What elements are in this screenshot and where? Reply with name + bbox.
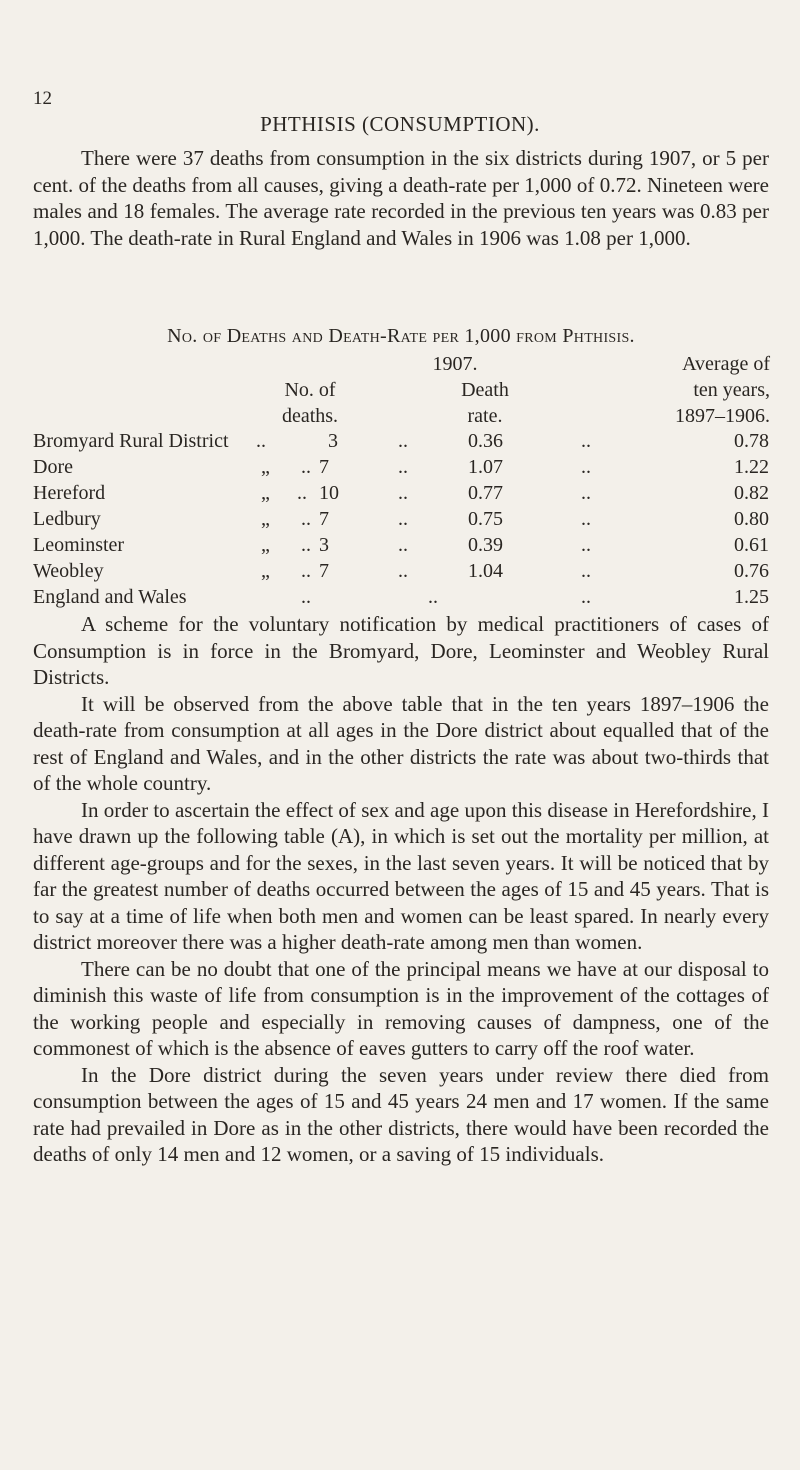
leader-dots: .. [398,508,408,530]
district-name: Weobley [33,560,104,582]
leader-dots: .. [398,560,408,582]
paragraph-text: There can be no doubt that one of the principal means we have at our disposal to diminish this waste of life from consumption is in the improvement of the cottages of the working people and especially in removing causes of dampness, one of the commonest of which is the absence of eaves gutters to carry off the roof water. [33,956,769,1060]
col-header-deaths [255,377,365,429]
leader-dots: .. [297,482,307,504]
district-name: Ledbury [33,508,101,530]
year-header: 1907. [432,353,478,375]
average-value: 1.25 [734,586,769,608]
col-header-line: 1897–1906. [675,405,770,427]
average-value: 0.76 [734,560,769,582]
deaths-value: 7 [319,560,329,582]
leader-dots: .. [581,586,591,608]
average-value: 0.78 [734,430,769,452]
leader-dots: .. [428,586,438,608]
leader-dots: .. [581,508,591,530]
rate-value: 0.36 [468,430,503,452]
leader-dots: .. [581,430,591,452]
table-title: No. of Deaths and Death-Rate per 1,000 from Phthisis. [167,325,635,347]
leader-dots: .. [301,534,311,556]
rate-value: 0.75 [468,508,503,530]
average-value: 0.80 [734,508,769,530]
paragraph-text: It will be observed from the above table that in the ten years 1897–1906 the death-rate from consumption at all ages in the Dore district about equalled that of the rest of England and Wales, and in the other districts the rate was about two-thirds that of the whole country. [33,691,769,795]
average-value: 0.82 [734,482,769,504]
district-name: Hereford [33,482,106,504]
col-header-line: Death [461,379,509,401]
col-header-average [620,351,770,429]
col-header-line: No. of [284,379,336,401]
leader-dots: .. [301,456,311,478]
rate-value: 0.39 [468,534,503,556]
leader-dots: .. [398,430,408,452]
section-title: PHTHISIS (CONSUMPTION). [260,112,540,136]
rate-value: 0.77 [468,482,503,504]
rate-value: 1.07 [468,456,503,478]
col-header-line: rate. [467,405,503,427]
ditto-mark: „ [261,534,270,556]
rate-value: 1.04 [468,560,503,582]
ditto-mark: „ [261,560,270,582]
leader-dots: .. [256,430,266,452]
leader-dots: .. [581,456,591,478]
deaths-value: 10 [319,482,339,504]
col-header-line: deaths. [281,405,339,427]
paragraph-text: In the Dore district during the seven years under review there died from consumption between the ages of 15 and 45 years 24 men and 17 women. If the same rate had prevailed in Dore as in the other districts, there would have been recorded the deaths of only 14 men and 12 women, or a saving of 15 individuals. [33,1062,769,1166]
leader-dots: .. [301,560,311,582]
intro-paragraph [33,145,769,251]
table-row [33,508,769,534]
table-row [33,560,769,586]
ditto-mark: „ [261,482,270,504]
paragraph-text: In order to ascertain the effect of sex and age upon this disease in Herefordshire, I have drawn up the following table (A), in which is set out the mortality per million, at different age-groups and for the sexes, in the last seven years. It will be noticed that by far the greatest number of deaths occurred between the ages of 15 and 45 years. That is to say at a time of life when both men and women can be least spared. In nearly every district moreover there was a higher death-rate among men than women. [33,797,769,954]
leader-dots: .. [581,534,591,556]
paragraph-text: A scheme for the voluntary notification by medical practitioners of cases of Consumption is in force in the Bromyard, Dore, Leominster and Weobley Rural Districts. [33,612,769,689]
col-header-line: Average of [682,353,770,375]
ditto-mark: „ [261,456,270,478]
body-text [33,611,769,1168]
leader-dots: .. [301,508,311,530]
average-value: 1.22 [734,456,769,478]
deaths-value: 3 [319,534,329,556]
table-row [33,586,769,612]
leader-dots: .. [581,482,591,504]
district-name: Bromyard Rural District [33,430,229,452]
leader-dots: .. [301,586,311,608]
paragraph-text: There were 37 deaths from consumption in the six districts during 1907, or 5 per cent. of the deaths from all causes, giving a death-rate per 1,000 of 0.72. Nineteen were males and 18 females. The average rate recorded in the previous ten years was 0.83 per 1,000. The death-rate in Rural England and Wales in 1906 was 1.08 per 1,000. [33,146,769,250]
leader-dots: .. [581,560,591,582]
average-value: 0.61 [734,534,769,556]
leader-dots: .. [398,534,408,556]
col-header-line: ten years, [693,379,770,401]
page-number: 12 [33,88,52,109]
col-header-rate [430,377,540,429]
table-row [33,482,769,508]
table-row [33,456,769,482]
deaths-value: 3 [328,430,338,452]
deaths-value: 7 [319,456,329,478]
table-row [33,430,769,456]
leader-dots: .. [398,456,408,478]
district-name: Leominster [33,534,125,556]
table-row [33,534,769,560]
district-name: Dore [33,456,73,478]
deaths-value: 7 [319,508,329,530]
leader-dots: .. [398,482,408,504]
ditto-mark: „ [261,508,270,530]
district-name: England and Wales [33,586,187,608]
